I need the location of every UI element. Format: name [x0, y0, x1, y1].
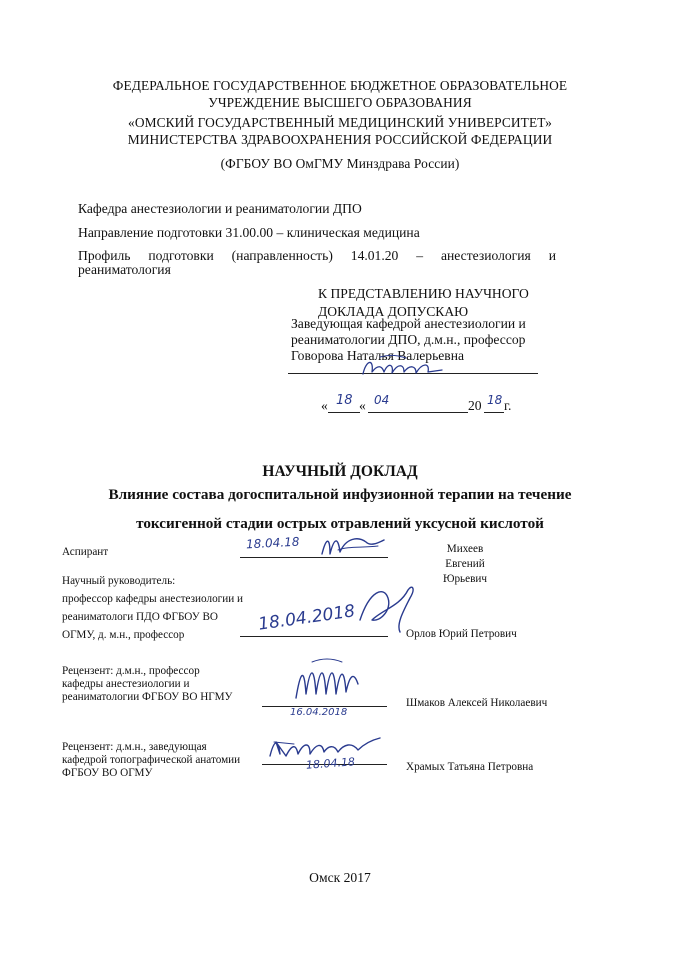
profile-word: Профиль [78, 248, 131, 263]
year-line [484, 412, 504, 413]
reviewer-1-role [62, 665, 232, 704]
approval-line-2: ДОКЛАДА ДОПУСКАЮ [318, 304, 469, 319]
city-year: Омск 2017 [309, 870, 371, 885]
profile-word: анестезиология [440, 248, 531, 263]
header-line-4: МИНИСТЕРСТВА ЗДРАВООХРАНЕНИЯ РОССИЙСКОЙ ФЕДЕРАЦИИ [127, 132, 553, 147]
supervisor-signature-line [240, 636, 388, 637]
reviewer-2-role-line: Рецензент: д.м.н., заведующая [62, 741, 207, 753]
profile-line-2: реаниматология [78, 262, 171, 277]
profile-word: – [416, 248, 424, 263]
aspirant-signature [318, 532, 388, 560]
supervisor-signature [350, 580, 420, 636]
reviewer-1-role-line: кафедры анестезиологии и [62, 678, 190, 690]
profile-word: подготовки [148, 248, 214, 263]
aspirant-role: Аспирант [62, 546, 109, 558]
report-title-line-2: токсигенной стадии острых отравлений уксусной кислотой [136, 515, 544, 532]
approval-head-name: Говорова Наталья Валерьевна [291, 348, 465, 363]
reviewer-1-name: Шмаков Алексей Николаевич [406, 697, 548, 709]
hand-month: 04 [374, 393, 390, 407]
supervisor-hand-date: 18.04.2018 [257, 601, 357, 635]
supervisor-role-line: Научный руководитель: [62, 575, 176, 587]
year-prefix: 20 [468, 398, 482, 413]
approval-line-1: К ПРЕДСТАВЛЕНИЮ НАУЧНОГО [318, 286, 529, 301]
profile-word: (направленность) [231, 248, 333, 263]
date-quote-open: « [321, 398, 328, 413]
header-line-2: УЧРЕЖДЕНИЕ ВЫСШЕГО ОБРАЗОВАНИЯ [208, 95, 472, 110]
report-title-line-1: Влияние состава догоспитальной инфузионной терапии на течение [108, 486, 572, 503]
day-line [328, 412, 360, 413]
report-heading: НАУЧНЫЙ ДОКЛАД [262, 463, 418, 480]
reviewer-2-role-line: ФГБОУ ВО ОГМУ [62, 767, 153, 779]
profile-word: и [548, 248, 556, 263]
approval-line-3: Заведующая кафедрой анестезиологии и [291, 316, 526, 331]
approval-line-4: реаниматологии ДПО, д.м.н., профессор [291, 332, 526, 347]
month-line [368, 412, 468, 413]
direction-label: Направление подготовки 31.00.00 – клиническая медицина [78, 225, 420, 240]
hand-year: 18 [487, 393, 503, 407]
aspirant-name [428, 542, 502, 587]
reviewer-2-signature [266, 734, 386, 764]
aspirant-hand-date: 18.04.18 [245, 534, 300, 552]
head-signature [360, 354, 450, 380]
university-name [0, 114, 680, 148]
reviewer-2-role-line: кафедрой топографической анатомии [62, 754, 241, 766]
reviewer-1-role-line: Рецензент: д.м.н., профессор [62, 665, 200, 677]
hand-day: 18 [336, 393, 353, 408]
approval-head [291, 316, 526, 348]
header-line-3: «ОМСКИЙ ГОСУДАРСТВЕННЫЙ МЕДИЦИНСКИЙ УНИВЕРСИТЕТ» [128, 115, 552, 130]
reviewer-1-role-line: реаниматологии ФГБОУ ВО НГМУ [62, 691, 233, 703]
reviewer-1-signature [292, 654, 362, 706]
header-line-1: ФЕДЕРАЛЬНОЕ ГОСУДАРСТВЕННОЕ БЮДЖЕТНОЕ ОБРАЗОВАТЕЛЬНОЕ [112, 78, 568, 93]
year-suffix: г. [504, 398, 512, 413]
aspirant-name-line: Михеев Евгений [445, 543, 485, 570]
aspirant-name-line: Юрьевич [442, 573, 488, 585]
profile-word: 14.01.20 [350, 248, 399, 263]
supervisor-role-line: ОГМУ, д. м.н., профессор [62, 629, 185, 641]
supervisor-role-line: профессор кафедры анестезиологии и [62, 593, 244, 605]
reviewer-2-hand-date: 18.04.18 [305, 755, 356, 772]
reviewer-2-name: Храмых Татьяна Петровна [406, 761, 534, 773]
supervisor-role-line: реаниматологи ПДО ФГБОУ ВО [62, 611, 219, 623]
department-label: Кафедра анестезиологии и реаниматологии ДПО [78, 201, 362, 216]
reviewer-1-hand-date: 16.04.2018 [290, 707, 348, 718]
university-header [0, 77, 680, 111]
supervisor-name: Орлов Юрий Петрович [406, 628, 517, 640]
supervisor-role [62, 574, 243, 643]
university-abbrev: (ФГБОУ ВО ОмГМУ Минздрава России) [220, 156, 460, 171]
reviewer-2-role [62, 741, 240, 780]
date-quote-mid: « [359, 398, 366, 413]
